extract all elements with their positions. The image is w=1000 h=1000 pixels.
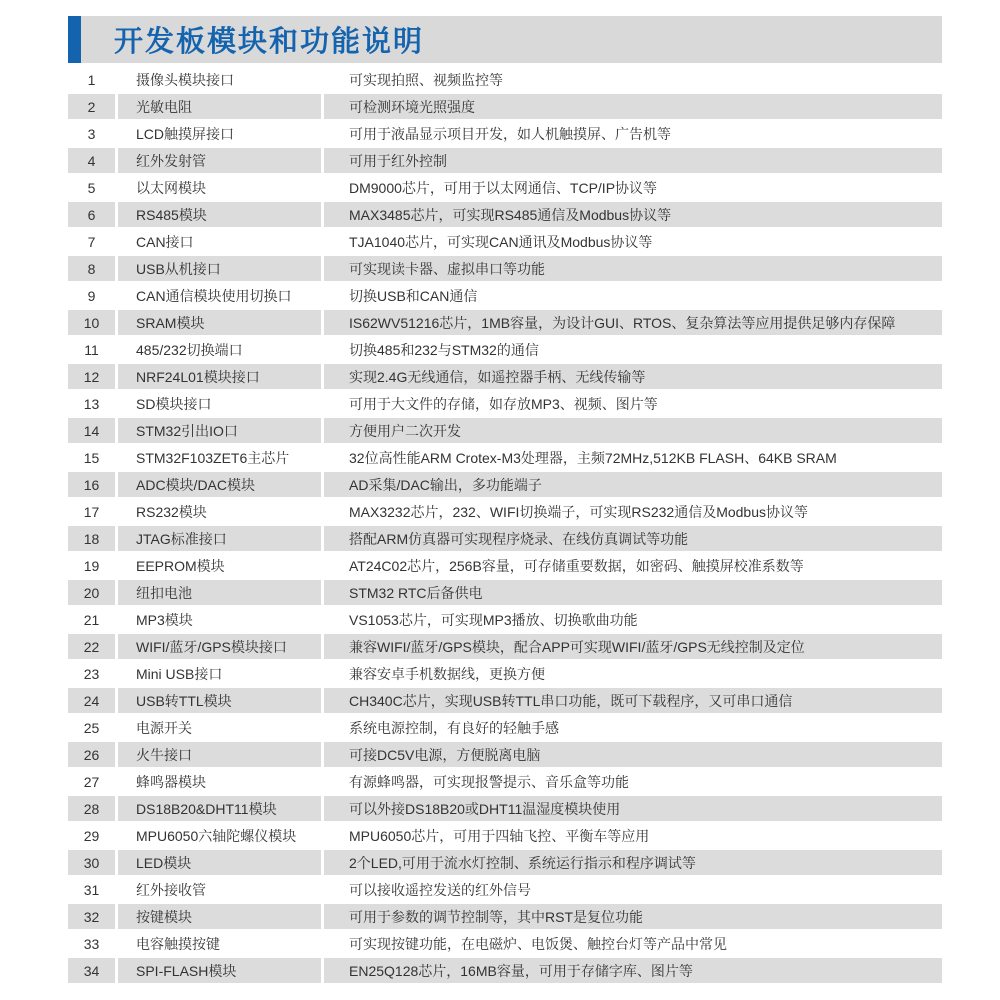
module-name: 摄像头模块接口 bbox=[136, 71, 234, 88]
table-row bbox=[68, 228, 942, 255]
table-row bbox=[68, 309, 942, 336]
table-row bbox=[68, 147, 942, 174]
table-row bbox=[68, 957, 942, 984]
table-row bbox=[68, 120, 942, 147]
module-name: CAN接口 bbox=[136, 233, 194, 250]
module-name: CAN通信模块使用切换口 bbox=[136, 287, 292, 304]
table-row bbox=[68, 417, 942, 444]
row-number: 26 bbox=[68, 742, 115, 767]
module-description: 兼容WIFI/蓝牙/GPS模块，配合APP可实现WIFI/蓝牙/GPS无线控制及定位 bbox=[324, 634, 942, 659]
row-number: 32 bbox=[68, 904, 115, 929]
row-number: 20 bbox=[68, 580, 115, 605]
module-description: 可实现拍照、视频监控等 bbox=[349, 71, 503, 88]
module-name: JTAG标准接口 bbox=[118, 526, 321, 551]
module-description: 搭配ARM仿真器可实现程序烧录、在线仿真调试等功能 bbox=[324, 526, 942, 551]
row-number: 2 bbox=[68, 94, 115, 119]
module-description: 系统电源控制，有良好的轻触手感 bbox=[349, 719, 559, 736]
module-name: SD模块接口 bbox=[136, 395, 212, 412]
module-description: 可接DC5V电源，方便脱离电脑 bbox=[324, 742, 942, 767]
row-number: 21 bbox=[83, 611, 100, 628]
module-description: 可实现按键功能，在电磁炉、电饭煲、触控台灯等产品中常见 bbox=[349, 935, 727, 952]
table-row bbox=[68, 444, 942, 471]
module-name: 纽扣电池 bbox=[118, 580, 321, 605]
module-name: DS18B20&DHT11模块 bbox=[118, 796, 321, 821]
table-row bbox=[68, 336, 942, 363]
row-number: 7 bbox=[87, 233, 96, 250]
table-row bbox=[68, 201, 942, 228]
module-description: 可以外接DS18B20或DHT11温湿度模块使用 bbox=[324, 796, 942, 821]
module-name: MP3模块 bbox=[136, 611, 193, 628]
module-name: 以太网模块 bbox=[136, 179, 206, 196]
module-name: 按键模块 bbox=[118, 904, 321, 929]
module-name: 电源开关 bbox=[136, 719, 192, 736]
row-number: 25 bbox=[83, 719, 100, 736]
module-description: IS62WV51216芯片，1MB容量，为设计GUI、RTOS、复杂算法等应用提供足够内存保障 bbox=[324, 310, 942, 335]
row-number: 28 bbox=[68, 796, 115, 821]
row-number: 5 bbox=[87, 179, 96, 196]
table-row bbox=[68, 795, 942, 822]
title-accent-bar bbox=[68, 16, 81, 63]
module-name: Mini USB接口 bbox=[136, 665, 223, 682]
module-description: 可实现读卡器、虚拟串口等功能 bbox=[324, 256, 942, 281]
row-number: 3 bbox=[87, 125, 96, 142]
table-row bbox=[68, 768, 942, 795]
row-number: 19 bbox=[83, 557, 100, 574]
table-row bbox=[68, 471, 942, 498]
row-number: 14 bbox=[68, 418, 115, 443]
module-description: AT24C02芯片，256B容量，可存储重要数据，如密码、触摸屏校准系数等 bbox=[349, 557, 804, 574]
table-row bbox=[68, 687, 942, 714]
row-number: 9 bbox=[87, 287, 96, 304]
row-number: 24 bbox=[68, 688, 115, 713]
module-name: 红外接收管 bbox=[136, 881, 206, 898]
module-name: 电容触摸按键 bbox=[136, 935, 220, 952]
table-row bbox=[68, 606, 942, 633]
table-row bbox=[68, 876, 942, 903]
module-description: MAX3485芯片，可实现RS485通信及Modbus协议等 bbox=[324, 202, 942, 227]
module-name: 蜂鸣器模块 bbox=[136, 773, 206, 790]
module-table-body bbox=[68, 66, 942, 984]
row-number: 6 bbox=[68, 202, 115, 227]
table-row bbox=[68, 390, 942, 417]
module-description: 可用于红外控制 bbox=[324, 148, 942, 173]
table-row bbox=[68, 66, 942, 93]
table-row bbox=[68, 714, 942, 741]
module-name: USB从机接口 bbox=[118, 256, 321, 281]
row-number: 29 bbox=[83, 827, 100, 844]
table-row bbox=[68, 552, 942, 579]
table-row bbox=[68, 903, 942, 930]
table-row bbox=[68, 255, 942, 282]
table-row bbox=[68, 93, 942, 120]
module-description: DM9000芯片，可用于以太网通信、TCP/IP协议等 bbox=[349, 179, 658, 196]
module-name: 485/232切换端口 bbox=[136, 341, 243, 358]
row-number: 30 bbox=[68, 850, 115, 875]
module-name: LCD触摸屏接口 bbox=[136, 125, 235, 142]
module-name: STM32F103ZET6主芯片 bbox=[136, 449, 290, 466]
module-description: 2个LED,可用于流水灯控制、系统运行指示和程序调试等 bbox=[324, 850, 942, 875]
module-description: 兼容安卓手机数据线，更换方便 bbox=[349, 665, 545, 682]
module-description: TJA1040芯片，可实现CAN通讯及Modbus协议等 bbox=[349, 233, 653, 250]
module-name: STM32引出IO口 bbox=[118, 418, 321, 443]
module-name: RS485模块 bbox=[118, 202, 321, 227]
module-name: RS232模块 bbox=[136, 503, 207, 520]
row-number: 22 bbox=[68, 634, 115, 659]
row-number: 4 bbox=[68, 148, 115, 173]
module-description: 方便用户二次开发 bbox=[324, 418, 942, 443]
table-row bbox=[68, 633, 942, 660]
table-row bbox=[68, 363, 942, 390]
table-row bbox=[68, 498, 942, 525]
row-number: 10 bbox=[68, 310, 115, 335]
module-name: NRF24L01模块接口 bbox=[118, 364, 321, 389]
row-number: 8 bbox=[68, 256, 115, 281]
table-row bbox=[68, 849, 942, 876]
row-number: 17 bbox=[83, 503, 100, 520]
module-name: ADC模块/DAC模块 bbox=[118, 472, 321, 497]
row-number: 34 bbox=[68, 958, 115, 983]
page-title: 开发板模块和功能说明 bbox=[114, 26, 425, 58]
module-description: 32位高性能ARM Crotex-M3处理器，主频72MHz,512KB FLASH、64KB SRAM bbox=[349, 449, 837, 466]
module-description: MPU6050芯片，可用于四轴飞控、平衡车等应用 bbox=[349, 827, 650, 844]
module-name: SPI-FLASH模块 bbox=[118, 958, 321, 983]
module-name: 火牛接口 bbox=[118, 742, 321, 767]
module-name: MPU6050六轴陀螺仪模块 bbox=[136, 827, 297, 844]
module-description: VS1053芯片，可实现MP3播放、切换歌曲功能 bbox=[349, 611, 638, 628]
module-name: LED模块 bbox=[118, 850, 321, 875]
table-row bbox=[68, 741, 942, 768]
module-description: STM32 RTC后备供电 bbox=[324, 580, 942, 605]
module-name: 光敏电阻 bbox=[118, 94, 321, 119]
module-description: EN25Q128芯片，16MB容量，可用于存储字库、图片等 bbox=[324, 958, 942, 983]
module-description: 可用于液晶显示项目开发，如人机触摸屏、广告机等 bbox=[349, 125, 671, 142]
row-number: 11 bbox=[84, 341, 99, 358]
module-description: 切换USB和CAN通信 bbox=[349, 287, 478, 304]
module-description: 可用于大文件的存储，如存放MP3、视频、图片等 bbox=[349, 395, 658, 412]
row-number: 31 bbox=[83, 881, 100, 898]
row-number: 27 bbox=[83, 773, 100, 790]
header bbox=[68, 16, 942, 63]
row-number: 16 bbox=[68, 472, 115, 497]
module-description: MAX3232芯片，232、WIFI切换端子，可实现RS232通信及Modbus协议等 bbox=[349, 503, 808, 520]
table-row bbox=[68, 822, 942, 849]
module-description: CH340C芯片，实现USB转TTL串口功能，既可下载程序，又可串口通信 bbox=[324, 688, 942, 713]
table-row bbox=[68, 525, 942, 552]
row-number: 1 bbox=[87, 71, 96, 88]
module-name: EEPROM模块 bbox=[136, 557, 225, 574]
module-description: 可以接收遥控发送的红外信号 bbox=[349, 881, 531, 898]
module-description: 实现2.4G无线通信，如遥控器手柄、无线传输等 bbox=[324, 364, 942, 389]
row-number: 15 bbox=[83, 449, 100, 466]
module-description: 可检测环境光照强度 bbox=[324, 94, 942, 119]
module-description: 有源蜂鸣器，可实现报警提示、音乐盒等功能 bbox=[349, 773, 629, 790]
module-name: SRAM模块 bbox=[118, 310, 321, 335]
row-number: 18 bbox=[68, 526, 115, 551]
row-number: 12 bbox=[68, 364, 115, 389]
module-table bbox=[68, 66, 942, 984]
row-number: 33 bbox=[83, 935, 100, 952]
module-name: 红外发射管 bbox=[118, 148, 321, 173]
module-description: 可用于参数的调节控制等，其中RST是复位功能 bbox=[324, 904, 942, 929]
row-number: 13 bbox=[83, 395, 100, 412]
table-row bbox=[68, 930, 942, 957]
module-name: WIFI/蓝牙/GPS模块接口 bbox=[118, 634, 321, 659]
table-row bbox=[68, 282, 942, 309]
table-row bbox=[68, 174, 942, 201]
module-description: 切换485和232与STM32的通信 bbox=[349, 341, 539, 358]
table-row bbox=[68, 579, 942, 606]
module-name: USB转TTL模块 bbox=[118, 688, 321, 713]
module-description: AD采集/DAC输出，多功能端子 bbox=[324, 472, 942, 497]
row-number: 23 bbox=[83, 665, 100, 682]
table-row bbox=[68, 660, 942, 687]
